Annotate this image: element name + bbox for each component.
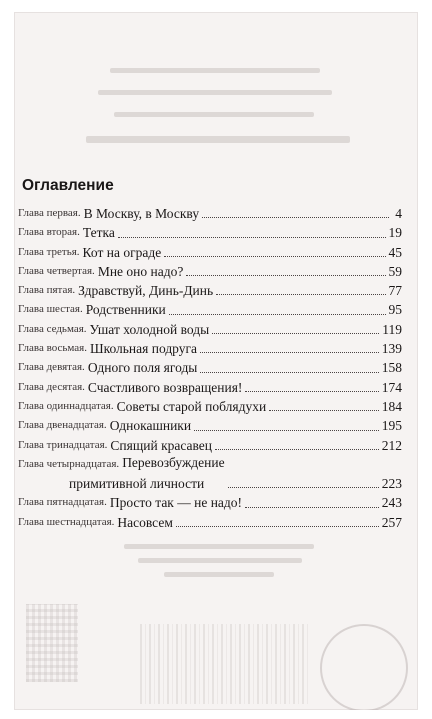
book-page	[14, 12, 418, 710]
toc-entry	[18, 300, 402, 319]
page-number: 77	[388, 283, 402, 299]
page-number: 257	[381, 514, 402, 530]
chapter-number: Глава вторая.	[18, 226, 80, 239]
chapter-title: Ушат холодной воды	[89, 321, 210, 337]
table-of-contents	[18, 204, 402, 532]
chapter-number: Глава восьмая.	[18, 342, 87, 355]
page-number: 139	[381, 341, 402, 357]
chapter-number: Глава первая.	[18, 207, 81, 219]
chapter-title: Просто так — не надо!	[109, 495, 243, 511]
page-number: 174	[381, 379, 402, 395]
chapter-title: В Москву, в Москву	[83, 206, 200, 221]
page-number: 223	[381, 476, 402, 492]
toc-entry	[18, 243, 402, 262]
chapter-number: Глава десятая.	[18, 380, 85, 393]
toc-entry	[18, 378, 402, 397]
bleed-through-line	[98, 90, 332, 95]
toc-entry	[18, 397, 402, 416]
chapter-number: Глава одиннадцатая.	[18, 399, 114, 412]
chapter-title: Здравствуй, Динь-Динь	[78, 283, 214, 299]
bleed-through-line	[110, 68, 320, 73]
chapter-title: Счастливого возвращения!	[87, 379, 243, 395]
toc-entry-text	[18, 453, 225, 494]
dot-leader	[245, 507, 379, 508]
toc-entry	[18, 416, 402, 435]
chapter-number: Глава пятая.	[18, 284, 76, 297]
page-number: 59	[388, 263, 402, 279]
chapter-title: Мне оно надо?	[97, 263, 184, 279]
dot-leader	[245, 391, 378, 392]
toc-entry	[18, 358, 402, 377]
page-number: 95	[388, 302, 402, 318]
bleed-through-line	[138, 558, 302, 563]
toc-entry	[18, 223, 402, 242]
page-number: 158	[381, 360, 402, 376]
chapter-title: Тетка	[82, 225, 115, 241]
dot-leader	[216, 294, 385, 295]
chapter-title: Родственники	[85, 302, 166, 318]
page-number: 45	[388, 244, 402, 260]
toc-entry	[18, 320, 402, 339]
chapter-number: Глава девятая.	[18, 361, 85, 374]
dot-leader	[164, 256, 385, 257]
dot-leader	[202, 217, 389, 218]
chapter-title: Насовсем	[117, 514, 173, 530]
chapter-title: Одного поля ягоды	[87, 360, 198, 376]
dot-leader	[200, 372, 378, 373]
toc-entry	[18, 204, 402, 223]
dot-leader	[215, 449, 379, 450]
page-number: 4	[395, 206, 402, 221]
bleed-through-qr-code	[26, 604, 78, 682]
chapter-number: Глава тринадцатая.	[18, 438, 108, 451]
page-number: 119	[382, 321, 402, 337]
chapter-title: Перевозбуждение	[122, 454, 225, 470]
dot-leader	[200, 352, 379, 353]
toc-entry	[18, 455, 402, 494]
toc-entry-line	[18, 453, 225, 474]
dot-leader	[169, 314, 386, 315]
chapter-title: Школьная подруга	[89, 341, 198, 357]
toc-entry	[18, 493, 402, 512]
bleed-through-line	[124, 544, 314, 549]
bleed-through-line	[86, 136, 350, 143]
chapter-title: Советы старой поблядухи	[116, 398, 267, 414]
chapter-number: Глава шестая.	[18, 303, 83, 316]
page-number: 19	[388, 225, 402, 241]
dot-leader	[212, 333, 379, 334]
bleed-through-age-badge	[320, 624, 408, 710]
dot-leader	[269, 410, 379, 411]
chapter-number: Глава пятнадцатая.	[18, 496, 107, 509]
dot-leader	[194, 430, 379, 431]
dot-leader	[186, 275, 385, 276]
contents-heading: Оглавление	[22, 177, 114, 194]
bleed-through-barcode	[140, 624, 310, 704]
toc-entry	[18, 513, 402, 532]
chapter-title: Однокашники	[109, 418, 192, 434]
toc-entry	[18, 262, 402, 281]
page-number: 212	[381, 437, 402, 453]
page-number: 184	[381, 398, 402, 414]
chapter-number: Глава седьмая.	[18, 322, 87, 335]
page-number: 195	[381, 418, 402, 434]
chapter-number: Глава четырнадцатая.	[18, 457, 120, 470]
page-number: 243	[381, 495, 402, 511]
toc-entry	[18, 281, 402, 300]
dot-leader	[228, 487, 379, 488]
toc-entry	[18, 339, 402, 358]
chapter-number: Глава третья.	[18, 245, 80, 258]
chapter-title-continuation: примитивной личности	[69, 476, 205, 492]
chapter-number: Глава четвертая.	[18, 264, 95, 277]
chapter-title: Кот на ограде	[82, 244, 162, 260]
chapter-number: Глава шестнадцатая.	[18, 515, 115, 528]
chapter-number: Глава двенадцатая.	[18, 419, 107, 432]
bleed-through-line	[114, 112, 314, 117]
chapter-title: Спящий красавец	[110, 437, 213, 453]
dot-leader	[118, 237, 386, 238]
dot-leader	[176, 526, 379, 527]
bleed-through-line	[164, 572, 274, 577]
